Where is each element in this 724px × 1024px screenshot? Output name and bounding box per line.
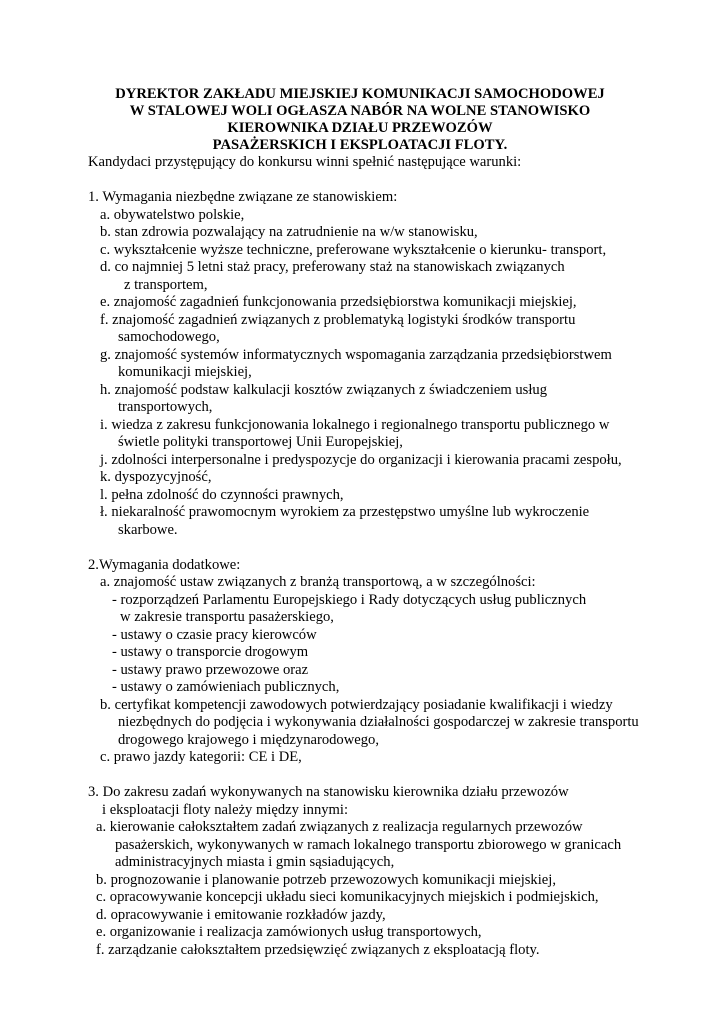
list-item-continuation: komunikacji miejskiej,	[118, 364, 252, 380]
announcement-title	[60, 86, 660, 154]
sub-list-item: - ustawy o transporcie drogowym	[112, 644, 309, 660]
list-item-continuation: z transportem,	[124, 276, 208, 293]
list-item: e. organizowanie i realizacja zamówionych usług transportowych,	[96, 924, 482, 940]
list-item-continuation: samochodowego,	[118, 329, 220, 345]
title-line: DYREKTOR ZAKŁADU MIEJSKIEJ KOMUNIKACJI SAMOCHODOWEJ	[115, 86, 605, 102]
intro-text: Kandydaci przystępujący do konkursu winni spełnić następujące warunki:	[88, 154, 522, 170]
list-item-continuation: skarbowe.	[118, 521, 178, 538]
sub-list-item: - ustawy prawo przewozowe oraz	[112, 661, 309, 678]
section-3-heading: 3. Do zakresu zadań wykonywanych na stanowisku kierownika działu przewozów	[88, 784, 569, 800]
sub-list-item: - ustawy o zamówieniach publicznych,	[112, 679, 340, 695]
list-item: d. co najmniej 5 letni staż pracy, preferowany staż na stanowiskach związanych	[100, 259, 565, 275]
title-line: PASAŻERSKICH I EKSPLOATACJI FLOTY.	[212, 137, 508, 153]
sub-list-item: - rozporządzeń Parlamentu Europejskiego i Rady dotyczących usług publicznych	[112, 591, 587, 608]
section-1-heading: 1. Wymagania niezbędne związane ze stanowiskiem:	[88, 189, 398, 205]
list-item: a. obywatelstwo polskie,	[100, 206, 245, 223]
list-item: c. wykształcenie wyższe techniczne, preferowane wykształcenie o kierunku- transport,	[100, 241, 607, 258]
list-item-continuation: drogowego krajowego i międzynarodowego,	[118, 731, 379, 748]
document-body	[88, 154, 688, 959]
list-item-continuation: niezbędnych do podjęcia i wykonywania działalności gospodarczej w zakresie transportu	[118, 714, 639, 730]
list-item: j. zdolności interpersonalne i predyspozycje do organizacji i kierowania pracami zespołu,	[100, 451, 622, 468]
list-item: ł. niekaralność prawomocnym wyrokiem za przestępstwo umyślne lub wykroczenie	[100, 504, 590, 520]
list-item: a. kierowanie całokształtem zadań związanych z realizacja regularnych przewozów	[96, 819, 583, 835]
list-item: c. opracowywanie koncepcji układu sieci komunikacyjnych miejskich i podmiejskich,	[96, 889, 599, 905]
sub-list-item: - ustawy o czasie pracy kierowców	[112, 626, 317, 643]
section-2-heading: 2.Wymagania dodatkowe:	[88, 556, 241, 573]
list-item: b. prognozowanie i planowanie potrzeb przewozowych komunikacji miejskiej,	[96, 871, 556, 888]
list-item-continuation: pasażerskich, wykonywanych w ramach lokalnego transportu zbiorowego w granicach	[115, 836, 622, 853]
list-item: a. znajomość ustaw związanych z branżą transportową, a w szczególności:	[100, 574, 536, 590]
list-item-continuation: transportowych,	[118, 399, 213, 415]
list-item: i. wiedza z zakresu funkcjonowania lokalnego i regionalnego transportu publicznego w	[100, 416, 610, 433]
list-item: d. opracowywanie i emitowanie rozkładów jazdy,	[96, 906, 386, 923]
list-item: c. prawo jazdy kategorii: CE i DE,	[100, 749, 302, 765]
list-item: f. zarządzanie całokształtem przedsięwzięć związanych z eksploatacją floty.	[96, 941, 540, 958]
list-item-continuation: administracyjnych miasta i gmin sąsiadujących,	[115, 854, 395, 870]
list-item: b. stan zdrowia pozwalający na zatrudnienie na w/w stanowisku,	[100, 224, 478, 240]
list-item: f. znajomość zagadnień związanych z problematyką logistyki środków transportu	[100, 311, 576, 328]
list-item-continuation: świetle polityki transportowej Unii Europejskiej,	[118, 434, 403, 450]
list-item: b. certyfikat kompetencji zawodowych potwierdzający posiadanie kwalifikacji i wiedzy	[100, 696, 613, 713]
list-item: k. dyspozycyjność,	[100, 469, 212, 485]
section-3-heading-continuation: i eksploatacji floty należy między innymi:	[102, 801, 348, 818]
list-item: e. znajomość zagadnień funkcjonowania przedsiębiorstwa komunikacji miejskiej,	[100, 294, 577, 310]
sub-list-item-continuation: w zakresie transportu pasażerskiego,	[120, 609, 334, 625]
list-item: g. znajomość systemów informatycznych wspomagania zarządzania przedsiębiorstwem	[100, 346, 612, 363]
title-line: W STALOWEJ WOLI OGŁASZA NABÓR NA WOLNE STANOWISKO	[129, 103, 591, 119]
list-item: l. pełna zdolność do czynności prawnych,	[100, 486, 344, 503]
title-line: KIEROWNIKA DZIAŁU PRZEWOZÓW	[227, 120, 493, 136]
list-item: h. znajomość podstaw kalkulacji kosztów związanych z świadczeniem usług	[100, 381, 547, 398]
